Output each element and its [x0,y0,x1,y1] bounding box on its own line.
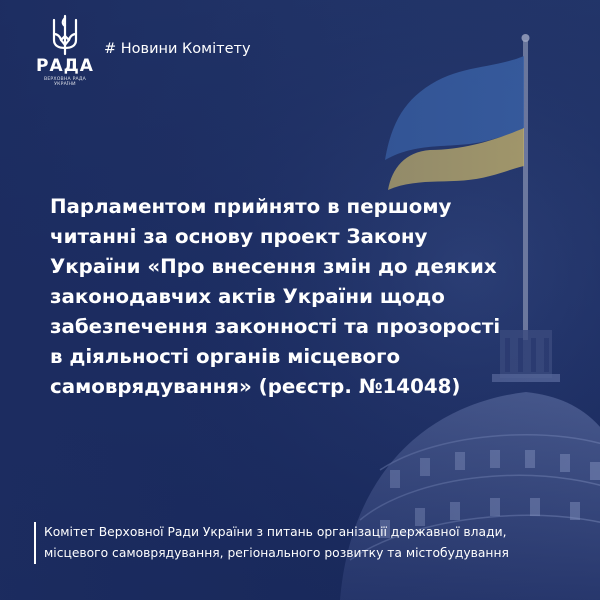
trident-icon [51,12,79,56]
committee-name: Комітет Верховної Ради України з питань організації державної влади, місцевого самоврядування, регіонального розвитку та містобудування [34,522,509,564]
hashtag-label: # Новини Комітету [104,41,251,57]
rada-logo [30,12,100,88]
logo-subtitle: ВЕРХОВНА РАДА УКРАЇНИ [43,77,87,88]
headline: Парламентом прийнято в першому читанні за основу проект Закону України «Про внесення змін до деяких законодавчих актів України щодо забезпечення законності та прозорості в діяльності органів місцевого самоврядування» (реєстр. №14048) [50,195,501,398]
logo-wordmark: РАДА [36,56,94,76]
header [30,12,251,88]
